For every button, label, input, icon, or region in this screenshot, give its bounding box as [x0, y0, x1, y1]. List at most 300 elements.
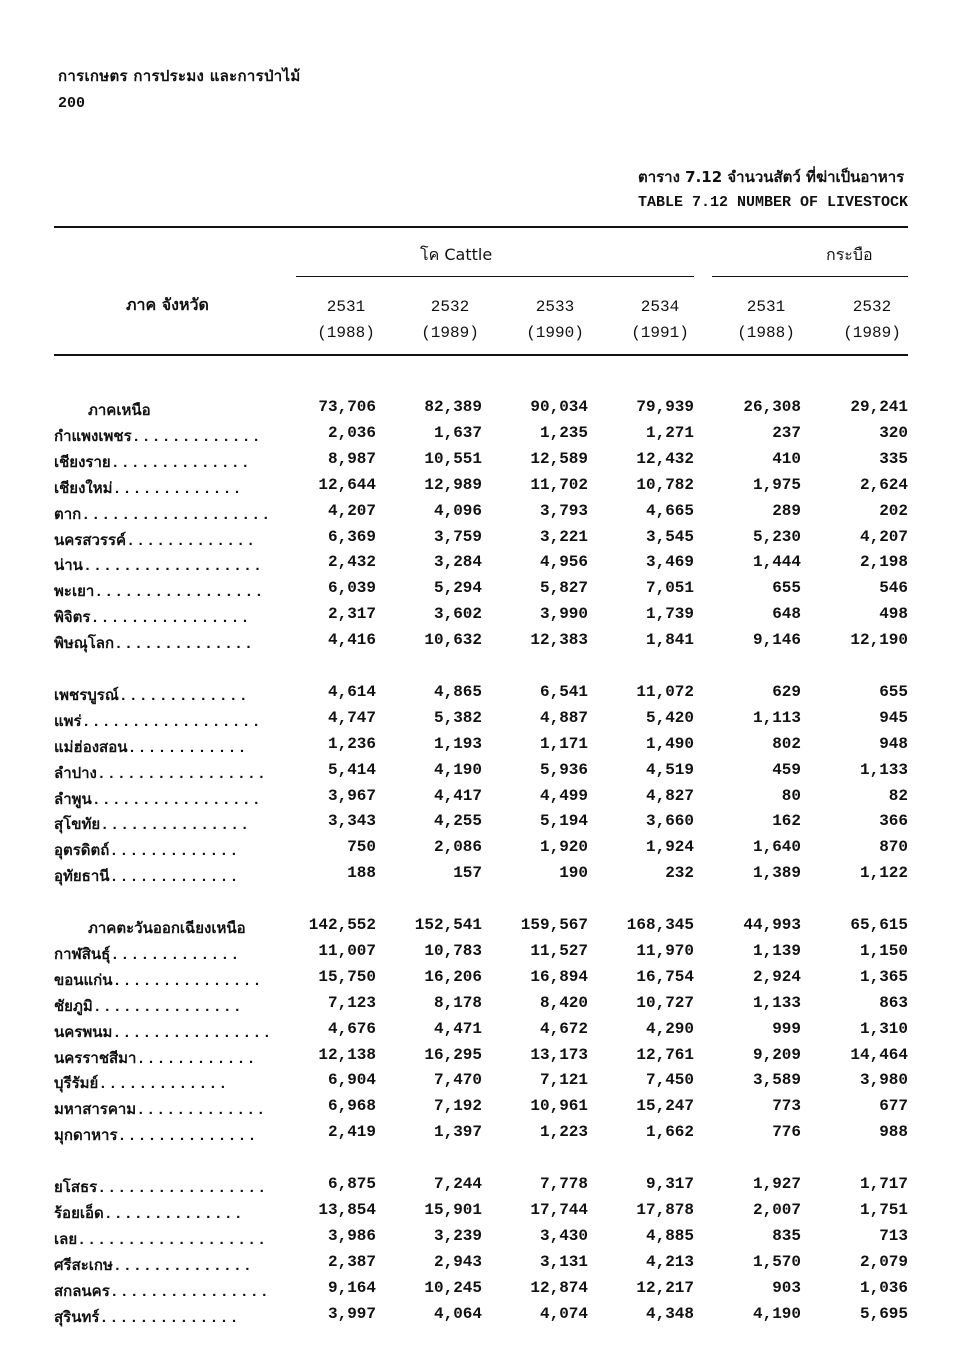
- leader-dots: .............: [126, 532, 257, 550]
- cell-value: 17,744: [530, 1200, 588, 1219]
- cell-value: 4,064: [433, 1304, 482, 1323]
- cell-value: 655: [772, 579, 801, 598]
- row-label: [54, 735, 248, 759]
- cell-value: 10,245: [424, 1278, 482, 1297]
- cell-value: 5,382: [433, 708, 482, 727]
- leader-dots: ..............: [110, 454, 251, 472]
- leader-dots: .............: [118, 687, 249, 705]
- cell-value: 4,956: [539, 553, 588, 572]
- leader-dots: ................: [109, 1283, 270, 1301]
- row-label: [54, 761, 267, 785]
- cell-value: 12,589: [530, 449, 588, 468]
- cell-value: 3,660: [645, 812, 694, 831]
- cell-value: 3,284: [433, 553, 482, 572]
- cell-value: 2,086: [433, 838, 482, 857]
- cell-value: 2,624: [859, 475, 908, 494]
- row-label-text: ลำพูน: [54, 789, 92, 808]
- row-label-text: สุรินทร์: [54, 1307, 100, 1326]
- cell-value: 3,986: [327, 1226, 376, 1245]
- table-title: [638, 165, 908, 215]
- province-row: [0, 1227, 966, 1253]
- cell-value: 1,236: [327, 734, 376, 753]
- cell-value: 8,987: [327, 449, 376, 468]
- cell-value: 152,541: [414, 916, 482, 934]
- cell-value: 1,235: [539, 423, 588, 442]
- cell-value: 1,739: [645, 605, 694, 624]
- row-label: [54, 1071, 228, 1095]
- row-label-text: สกลนคร: [54, 1281, 110, 1300]
- cell-value: 73,706: [318, 398, 376, 416]
- cell-value: 237: [772, 423, 801, 442]
- leader-dots: ................: [112, 1024, 273, 1042]
- cell-value: 945: [879, 708, 908, 727]
- cell-value: 1,397: [433, 1123, 482, 1142]
- cell-value: 80: [781, 786, 801, 805]
- cell-value: 6,875: [327, 1175, 376, 1193]
- row-label: [54, 1123, 258, 1147]
- cell-value: 7,192: [433, 1097, 482, 1116]
- cell-value: 870: [879, 838, 908, 857]
- cell-value: 1,841: [645, 631, 694, 650]
- row-label-text: อุตรดิตถ์: [54, 841, 110, 860]
- cell-value: 7,470: [433, 1071, 482, 1090]
- cell-value: 366: [879, 812, 908, 831]
- province-row: [0, 1305, 966, 1331]
- cell-value: 2,317: [327, 605, 376, 624]
- cell-value: 4,416: [327, 631, 376, 650]
- cell-value: 5,230: [752, 527, 801, 546]
- cell-value: 12,383: [530, 631, 588, 650]
- cell-value: 1,223: [539, 1123, 588, 1142]
- row-label: [54, 1175, 267, 1199]
- row-label-text: กำแพงเพชร: [54, 426, 132, 445]
- cell-value: 546: [879, 579, 908, 598]
- cell-value: 4,290: [645, 1019, 694, 1038]
- cell-value: 2,198: [859, 553, 908, 572]
- cell-value: 188: [347, 864, 376, 883]
- row-label-text: พิจิตร: [54, 608, 91, 627]
- cell-value: 1,365: [859, 967, 908, 986]
- leader-dots: .............: [136, 1102, 267, 1120]
- cell-value: 3,221: [539, 527, 588, 546]
- cell-value: 863: [879, 993, 908, 1012]
- cell-value: 4,499: [539, 786, 588, 805]
- cell-value: 4,213: [645, 1252, 694, 1271]
- cell-value: 4,747: [327, 708, 376, 727]
- province-row: [0, 502, 966, 528]
- leader-dots: .................: [94, 584, 265, 602]
- province-row: [0, 631, 966, 657]
- column-header: [711, 294, 821, 346]
- row-label: [88, 398, 151, 422]
- cell-value: 11,970: [636, 941, 694, 960]
- cell-value: 14,464: [850, 1045, 908, 1064]
- province-row: [0, 579, 966, 605]
- row-label-text: เชียงใหม่: [54, 478, 113, 497]
- cell-value: 4,417: [433, 786, 482, 805]
- leader-dots: .................: [91, 791, 262, 809]
- cell-value: 1,927: [752, 1175, 801, 1193]
- column-header: [395, 294, 505, 346]
- row-label-text: แพร่: [54, 711, 82, 730]
- table-title-thai: ตาราง 7.12 จำนวนสัตว์ ที่ฆ่าเป็นอาหาร: [637, 168, 905, 186]
- province-row: [0, 424, 966, 450]
- cell-value: 4,885: [645, 1226, 694, 1245]
- leader-dots: ..............: [103, 1205, 244, 1223]
- cell-value: 6,904: [327, 1071, 376, 1090]
- cell-value: 1,133: [752, 993, 801, 1012]
- row-label: [54, 476, 243, 500]
- cell-value: 16,206: [424, 967, 482, 986]
- cell-value: 4,665: [645, 501, 694, 520]
- row-label: [54, 579, 264, 603]
- cell-value: 655: [879, 682, 908, 701]
- header-bottom-rule: [54, 354, 908, 356]
- cell-value: 4,614: [327, 682, 376, 701]
- row-label-text: เพชรบูรณ์: [54, 685, 119, 704]
- cell-value: 4,676: [327, 1019, 376, 1038]
- leader-dots: ............: [127, 739, 248, 757]
- cell-value: 3,967: [327, 786, 376, 805]
- province-row: [0, 683, 966, 709]
- row-label: [54, 424, 262, 448]
- row-label-text: ภาคเหนือ: [88, 401, 151, 419]
- cell-value: 3,131: [539, 1252, 588, 1271]
- cell-value: 2,943: [433, 1252, 482, 1271]
- cell-value: 1,310: [859, 1019, 908, 1038]
- cell-value: 5,294: [433, 579, 482, 598]
- leader-dots: ...............: [100, 817, 251, 835]
- cell-value: 1,036: [859, 1278, 908, 1297]
- cell-value: 2,419: [327, 1123, 376, 1142]
- cell-value: 1,640: [752, 838, 801, 857]
- cell-value: 7,121: [539, 1071, 588, 1090]
- cell-value: 335: [879, 449, 908, 468]
- row-label-text: ขอนแก่น: [54, 970, 113, 989]
- row-label: [54, 1201, 244, 1225]
- cell-value: 1,570: [752, 1252, 801, 1271]
- cell-value: 3,759: [433, 527, 482, 546]
- cell-value: 1,751: [859, 1200, 908, 1219]
- cell-value: 1,920: [539, 838, 588, 857]
- row-label-text: นครพนม: [54, 1022, 113, 1041]
- cell-value: 2,036: [327, 423, 376, 442]
- cell-value: 3,469: [645, 553, 694, 572]
- province-row: [0, 528, 966, 554]
- province-row: [0, 864, 966, 890]
- column-year-be: 2531: [326, 298, 366, 316]
- cell-value: 10,782: [636, 475, 694, 494]
- cell-value: 3,343: [327, 812, 376, 831]
- cell-value: 9,164: [327, 1278, 376, 1297]
- column-year-be: 2531: [746, 298, 786, 316]
- column-year-ce: (1988): [317, 324, 375, 342]
- column-header: [500, 294, 610, 346]
- cell-value: 15,247: [636, 1097, 694, 1116]
- cell-value: 190: [559, 864, 588, 883]
- leader-dots: .............: [112, 480, 243, 498]
- row-label-text: ชัยภูมิ: [54, 996, 93, 1015]
- cell-value: 4,074: [539, 1304, 588, 1323]
- leader-dots: ...................: [81, 506, 272, 524]
- row-label: [54, 1097, 266, 1121]
- cell-value: 202: [879, 501, 908, 520]
- cell-value: 1,662: [645, 1123, 694, 1142]
- book-title: การเกษตร การประมง และการป่าไม้: [58, 67, 301, 85]
- cell-value: 11,527: [530, 941, 588, 960]
- cell-value: 4,827: [645, 786, 694, 805]
- row-label: [54, 502, 271, 526]
- cell-value: 835: [772, 1226, 801, 1245]
- row-label-text: นครราชสีมา: [54, 1048, 137, 1067]
- leader-dots: .............: [110, 946, 241, 964]
- row-label: [54, 1279, 270, 1303]
- column-year-ce: (1988): [737, 324, 795, 342]
- row-label: [54, 631, 254, 655]
- row-header: ภาค จังหวัด: [126, 295, 209, 314]
- cell-value: 16,894: [530, 967, 588, 986]
- row-label-text: กาฬสินธุ์: [54, 944, 111, 963]
- cell-value: 999: [772, 1019, 801, 1038]
- cell-value: 988: [879, 1123, 908, 1142]
- cell-value: 320: [879, 423, 908, 442]
- column-header: [817, 294, 927, 346]
- cell-value: 10,551: [424, 449, 482, 468]
- cell-value: 5,194: [539, 812, 588, 831]
- province-row: [0, 605, 966, 631]
- column-header: [605, 294, 715, 346]
- cell-value: 4,471: [433, 1019, 482, 1038]
- cell-value: 4,348: [645, 1304, 694, 1323]
- cell-value: 773: [772, 1097, 801, 1116]
- cell-value: 1,139: [752, 941, 801, 960]
- cell-value: 1,717: [859, 1175, 908, 1193]
- leader-dots: ..............: [117, 1128, 258, 1146]
- cell-value: 677: [879, 1097, 908, 1116]
- leader-dots: ..............: [112, 1257, 253, 1275]
- page-number: 200: [58, 95, 86, 112]
- cell-value: 3,239: [433, 1226, 482, 1245]
- row-label-text: นครสวรรค์: [54, 530, 127, 549]
- province-row: [0, 1046, 966, 1072]
- province-row: [0, 1279, 966, 1305]
- cell-value: 29,241: [850, 398, 908, 416]
- cell-value: 10,632: [424, 631, 482, 650]
- row-label-text: มหาสารคาม: [54, 1100, 137, 1119]
- province-row: [0, 450, 966, 476]
- cell-value: 2,007: [752, 1200, 801, 1219]
- cell-value: 26,308: [743, 398, 801, 416]
- cell-value: 5,414: [327, 760, 376, 779]
- province-row: [0, 553, 966, 579]
- top-rule: [54, 226, 908, 228]
- row-label-text: อุทัยธานี: [54, 867, 110, 886]
- row-label-text: ลำปาง: [54, 763, 97, 782]
- cell-value: 232: [665, 864, 694, 883]
- cell-value: 1,637: [433, 423, 482, 442]
- row-label: [54, 683, 249, 707]
- cell-value: 13,173: [530, 1045, 588, 1064]
- province-row: [0, 1201, 966, 1227]
- row-label-text: แม่ฮ่องสอน: [54, 737, 128, 756]
- row-label: [54, 709, 262, 733]
- province-row: [0, 761, 966, 787]
- leader-dots: ............: [136, 1050, 257, 1068]
- row-label-text: พิษณุโลก: [54, 634, 115, 653]
- row-label-text: มุกดาหาร: [54, 1126, 118, 1145]
- row-label: [54, 528, 256, 552]
- cell-value: 1,389: [752, 864, 801, 883]
- column-year-be: 2532: [430, 298, 470, 316]
- cell-value: 15,901: [424, 1200, 482, 1219]
- region-row: [0, 916, 966, 942]
- row-label: [54, 1046, 257, 1070]
- row-label-text: ศรีสะเกษ: [54, 1255, 113, 1274]
- cell-value: 1,113: [752, 708, 801, 727]
- province-row: [0, 942, 966, 968]
- cell-value: 9,146: [752, 631, 801, 650]
- leader-dots: .............: [98, 1076, 229, 1094]
- cell-value: 8,178: [433, 993, 482, 1012]
- row-label: [54, 864, 240, 888]
- leader-dots: .................: [96, 765, 267, 783]
- province-row: [0, 709, 966, 735]
- cell-value: 79,939: [636, 398, 694, 416]
- cell-value: 7,450: [645, 1071, 694, 1090]
- cell-value: 2,387: [327, 1252, 376, 1271]
- cell-value: 903: [772, 1278, 801, 1297]
- cell-value: 9,317: [645, 1175, 694, 1193]
- cell-value: 65,615: [850, 916, 908, 934]
- row-label: [54, 942, 240, 966]
- province-row: [0, 812, 966, 838]
- cell-value: 4,255: [433, 812, 482, 831]
- cell-value: 12,138: [318, 1045, 376, 1064]
- cell-value: 3,430: [539, 1226, 588, 1245]
- cell-value: 4,672: [539, 1019, 588, 1038]
- column-year-be: 2533: [535, 298, 575, 316]
- province-row: [0, 476, 966, 502]
- province-row: [0, 1097, 966, 1123]
- column-year-ce: (1991): [631, 324, 689, 342]
- cell-value: 4,519: [645, 760, 694, 779]
- column-year-be: 2532: [852, 298, 892, 316]
- province-row: [0, 1071, 966, 1097]
- cell-value: 10,727: [636, 993, 694, 1012]
- row-label: [54, 1253, 253, 1277]
- cell-value: 4,096: [433, 501, 482, 520]
- cell-value: 459: [772, 760, 801, 779]
- cell-value: 498: [879, 605, 908, 624]
- cell-value: 3,990: [539, 605, 588, 624]
- cell-value: 1,444: [752, 553, 801, 572]
- cell-value: 289: [772, 501, 801, 520]
- cell-value: 5,420: [645, 708, 694, 727]
- column-year-ce: (1989): [843, 324, 901, 342]
- cell-value: 12,874: [530, 1278, 588, 1297]
- cell-value: 12,761: [636, 1045, 694, 1064]
- row-label: [88, 916, 246, 940]
- column-year-ce: (1990): [526, 324, 584, 342]
- cell-value: 8,420: [539, 993, 588, 1012]
- row-label-text: ร้อยเอ็ด: [54, 1203, 104, 1222]
- province-row: [0, 787, 966, 813]
- cell-value: 2,432: [327, 553, 376, 572]
- cell-value: 1,122: [859, 864, 908, 883]
- cell-value: 82: [888, 786, 908, 805]
- leader-dots: ..................: [82, 558, 263, 576]
- cell-value: 4,190: [433, 760, 482, 779]
- cattle-group-label: โค Cattle: [420, 245, 493, 264]
- cell-value: 1,271: [645, 423, 694, 442]
- province-row: [0, 994, 966, 1020]
- cell-value: 1,924: [645, 838, 694, 857]
- cell-value: 168,345: [626, 916, 694, 934]
- cell-value: 12,432: [636, 449, 694, 468]
- cell-value: 3,980: [859, 1071, 908, 1090]
- cell-value: 10,961: [530, 1097, 588, 1116]
- cell-value: 3,589: [752, 1071, 801, 1090]
- cell-value: 2,079: [859, 1252, 908, 1271]
- cell-value: 82,389: [424, 398, 482, 416]
- cell-value: 12,217: [636, 1278, 694, 1297]
- cell-value: 16,754: [636, 967, 694, 986]
- cell-value: 6,039: [327, 579, 376, 598]
- cell-value: 713: [879, 1226, 908, 1245]
- cell-value: 12,644: [318, 475, 376, 494]
- row-label-text: ยโสธร: [54, 1178, 98, 1196]
- table-title-english: TABLE 7.12 NUMBER OF LIVESTOCK: [637, 194, 908, 211]
- cell-value: 16,295: [424, 1045, 482, 1064]
- cell-value: 3,602: [433, 605, 482, 624]
- leader-dots: ..............: [99, 1309, 240, 1327]
- cell-value: 4,207: [327, 501, 376, 520]
- cell-value: 13,854: [318, 1200, 376, 1219]
- row-label: [54, 1227, 267, 1251]
- cell-value: 776: [772, 1123, 801, 1142]
- leader-dots: ................: [90, 610, 251, 628]
- cell-value: 7,778: [539, 1175, 588, 1193]
- cell-value: 1,193: [433, 734, 482, 753]
- region-row: [0, 398, 966, 424]
- cell-value: 7,244: [433, 1175, 482, 1193]
- province-row: [0, 1175, 966, 1201]
- cell-value: 5,827: [539, 579, 588, 598]
- cell-value: 5,695: [859, 1304, 908, 1323]
- leader-dots: ...............: [92, 998, 243, 1016]
- cell-value: 410: [772, 449, 801, 468]
- row-label: [54, 787, 262, 811]
- cell-value: 6,968: [327, 1097, 376, 1116]
- row-label: [54, 968, 263, 992]
- column-year-be: 2534: [640, 298, 680, 316]
- cell-value: 948: [879, 734, 908, 753]
- cell-value: 4,887: [539, 708, 588, 727]
- row-label-text: บุรีรัมย์: [54, 1074, 99, 1093]
- leader-dots: ...............: [112, 972, 263, 990]
- leader-dots: .............: [109, 869, 240, 887]
- cell-value: 2,924: [752, 967, 801, 986]
- leader-dots: ..............: [114, 636, 255, 654]
- cell-value: 11,702: [530, 475, 588, 494]
- cell-value: 648: [772, 605, 801, 624]
- cell-value: 162: [772, 812, 801, 831]
- cell-value: 157: [453, 864, 482, 883]
- row-label-text: ตาก: [54, 504, 82, 523]
- province-row: [0, 1123, 966, 1149]
- cell-value: 12,989: [424, 475, 482, 494]
- cell-value: 1,171: [539, 734, 588, 753]
